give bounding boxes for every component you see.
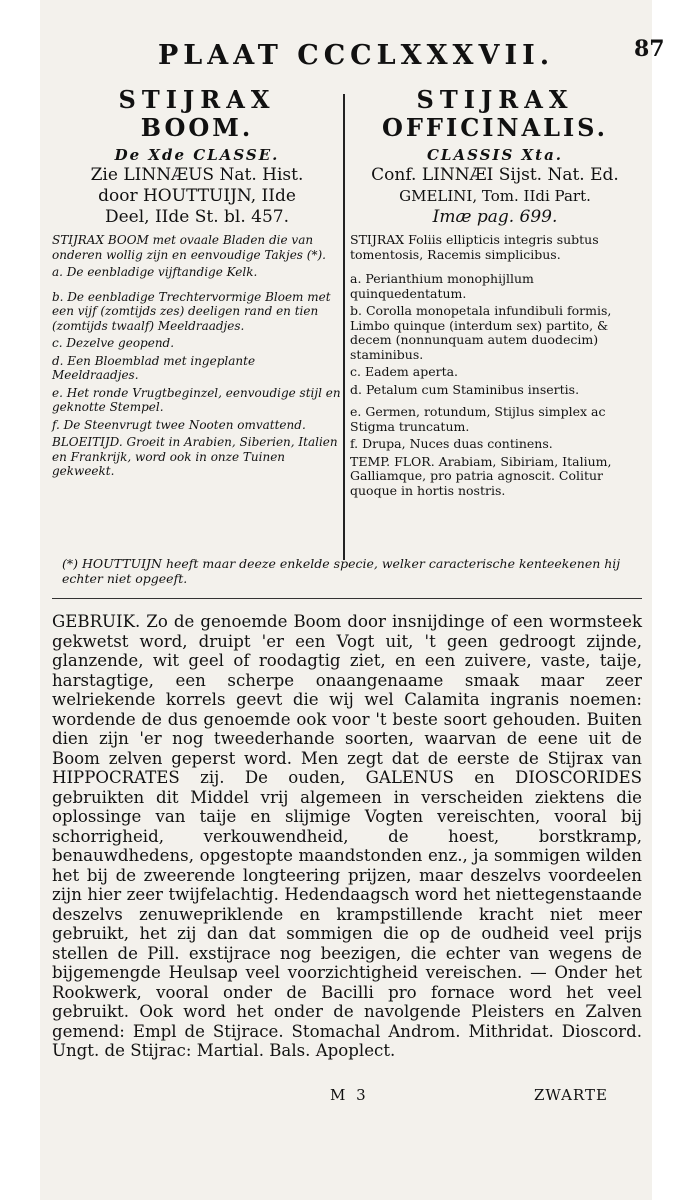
right-ref-2: GMELINI, Tom. IIdi Part. bbox=[399, 187, 591, 205]
signature-mark: M 3 bbox=[330, 1086, 369, 1104]
right-item-f: f. Drupa, Nuces duas continens. bbox=[350, 436, 553, 451]
left-item-f: f. De Steenvrugt twee Nooten omvattend. bbox=[52, 417, 306, 432]
right-item-d: d. Petalum cum Staminibus insertis. bbox=[350, 381, 580, 397]
right-title-2: OFFICINALIS. bbox=[381, 113, 609, 142]
right-title-1: STIJRAX bbox=[416, 85, 574, 114]
left-item-b: b. De eenbladige Trechtervormige Bloem met een vijf (zomtijds zes) deeligen rand en tien (zomtijds twaalf) Meeldraadjes. bbox=[52, 289, 331, 333]
footnote: (*) HOUTTUIJN heeft maar deeze enkelde specie, welker caracterische kenteekenen hij echter niet opgeeft. bbox=[62, 556, 621, 586]
section-rule bbox=[52, 598, 642, 599]
left-ref-1: Zie LINNÆUS Nat. Hist. bbox=[90, 165, 304, 185]
catchword: ZWARTE bbox=[534, 1086, 608, 1104]
left-class: De Xde CLASSE. bbox=[114, 146, 280, 164]
left-title-1: STIJRAX bbox=[118, 85, 276, 114]
right-temp-flor: TEMP. FLOR. Arabiam, Sibiriam, Italium, Galliamque, pro patria agnoscit. Colitur quoque in hortis nostris. bbox=[350, 453, 612, 498]
plate-header: PLAAT CCCLXXXVII. bbox=[158, 40, 555, 71]
left-item-e: e. Het ronde Vrugtbeginzel, eenvoudige stijl en geknotte Stempel. bbox=[52, 385, 341, 414]
column-divider bbox=[343, 94, 345, 560]
right-item-b: b. Corolla monopetala infundibuli formis, Limbo quinque (interdum sex) partito, & decem (nonnunquam autem duodecim) staminibus. bbox=[350, 303, 612, 362]
left-item-d: d. Een Bloemblad met ingeplante Meeldraadjes. bbox=[52, 353, 256, 382]
right-item-a: a. Perianthium monophijllum quinquedentatum. bbox=[350, 271, 534, 301]
right-item-c: c. Eadem aperta. bbox=[350, 364, 459, 379]
right-ref-1: Conf. LINNÆI Sijst. Nat. Ed. bbox=[371, 165, 619, 185]
gebruik-paragraph: GEBRUIK. Zo de genoemde Boom door insnijdinge of een wormsteek gekwetst word, druipt 'er een Vogt uit, 't geen gedroogt zijnde, glanzende, wit geel of roodagtig ziet, en een zuivere, vaste, taije, harstagtige, een scherpe onaangenaame smaak maar zeer welriekende korrels geevt die wij wel Calamita ingranis noemen: wordende de dus genoemde ook voor 't beste soort gehouden. Buiten dien zijn 'er nog tweederhande soorten, waarvan de eene uit de Boom zelven geperst word. Men zegt dat de eerste de Stijrax van HIPPOCRATES zij. De ouden, GALENUS en DIOSCORIDES gebruikten dit Middel vrij algemeen in verscheiden ziektens die oplossinge van taije en slijmige Vogten vereischten, vooral bij schorrigheid, verkouwendheid, de hoest, borstkramp, benauwdhedens, opgestopte maandstonden enz., ja sommigen wilden het bij de zweerende longteering prijzen, maar deszelvs voordeelen zijn hier zeer twijfelachtig. Hedendaagsch word het niettegenstaande deszelvs zenuwepriklende en krampstillende kracht niet meer gebruikt, het zij dan dat sommigen die op de oudheid veel prijs stellen de Pill. exstijrace nog beezigen, die echter van wegens de bijgemengde Heulsap veel voorzichtigheid vereischen. — Onder het Rookwerk, vooral onder de Bacilli pro fornace word het veel gebruikt. Ook word het onder de navolgende Pleisters en Zalven gemend: Empl de Stijrace. Stomachal Androm. Mithridat. Dioscord. Ungt. de Stijrac: Martial. Bals. Apoplect. bbox=[52, 612, 642, 1060]
right-class: CLASSIS Xta. bbox=[426, 146, 564, 164]
right-item-e: e. Germen, rotundum, Stijlus simplex ac Stigma truncatum. bbox=[350, 404, 606, 434]
left-item-a: a. De eenbladige vijftandige Kelk. bbox=[52, 265, 258, 279]
left-ref-2: door HOUTTUIJN, IIde bbox=[98, 186, 296, 206]
right-ref-3: Imæ pag. 699. bbox=[432, 207, 558, 227]
body-text bbox=[52, 612, 642, 1061]
latin-column bbox=[350, 86, 640, 498]
left-title-2: BOOM. bbox=[140, 113, 254, 142]
left-ref-3: Deel, IIde St. bl. 457. bbox=[104, 207, 290, 227]
page-number: 87 bbox=[634, 36, 665, 62]
right-description: STIJRAX Foliis ellipticis integris subtus tomentosis, Racemis simplicibus. bbox=[350, 232, 599, 262]
dutch-column bbox=[52, 86, 342, 479]
left-description: STIJRAX BOOM met ovaale Bladen die van onderen wollig zijn en eenvoudige Takjes (*). bbox=[52, 233, 326, 262]
left-bloeitijd: BLOEITIJD. Groeit in Arabien, Siberien, Italien en Frankrijk, word ook in onze Tuinen gekweekt. bbox=[52, 435, 338, 478]
left-item-c: c. Dezelve geopend. bbox=[52, 336, 175, 350]
